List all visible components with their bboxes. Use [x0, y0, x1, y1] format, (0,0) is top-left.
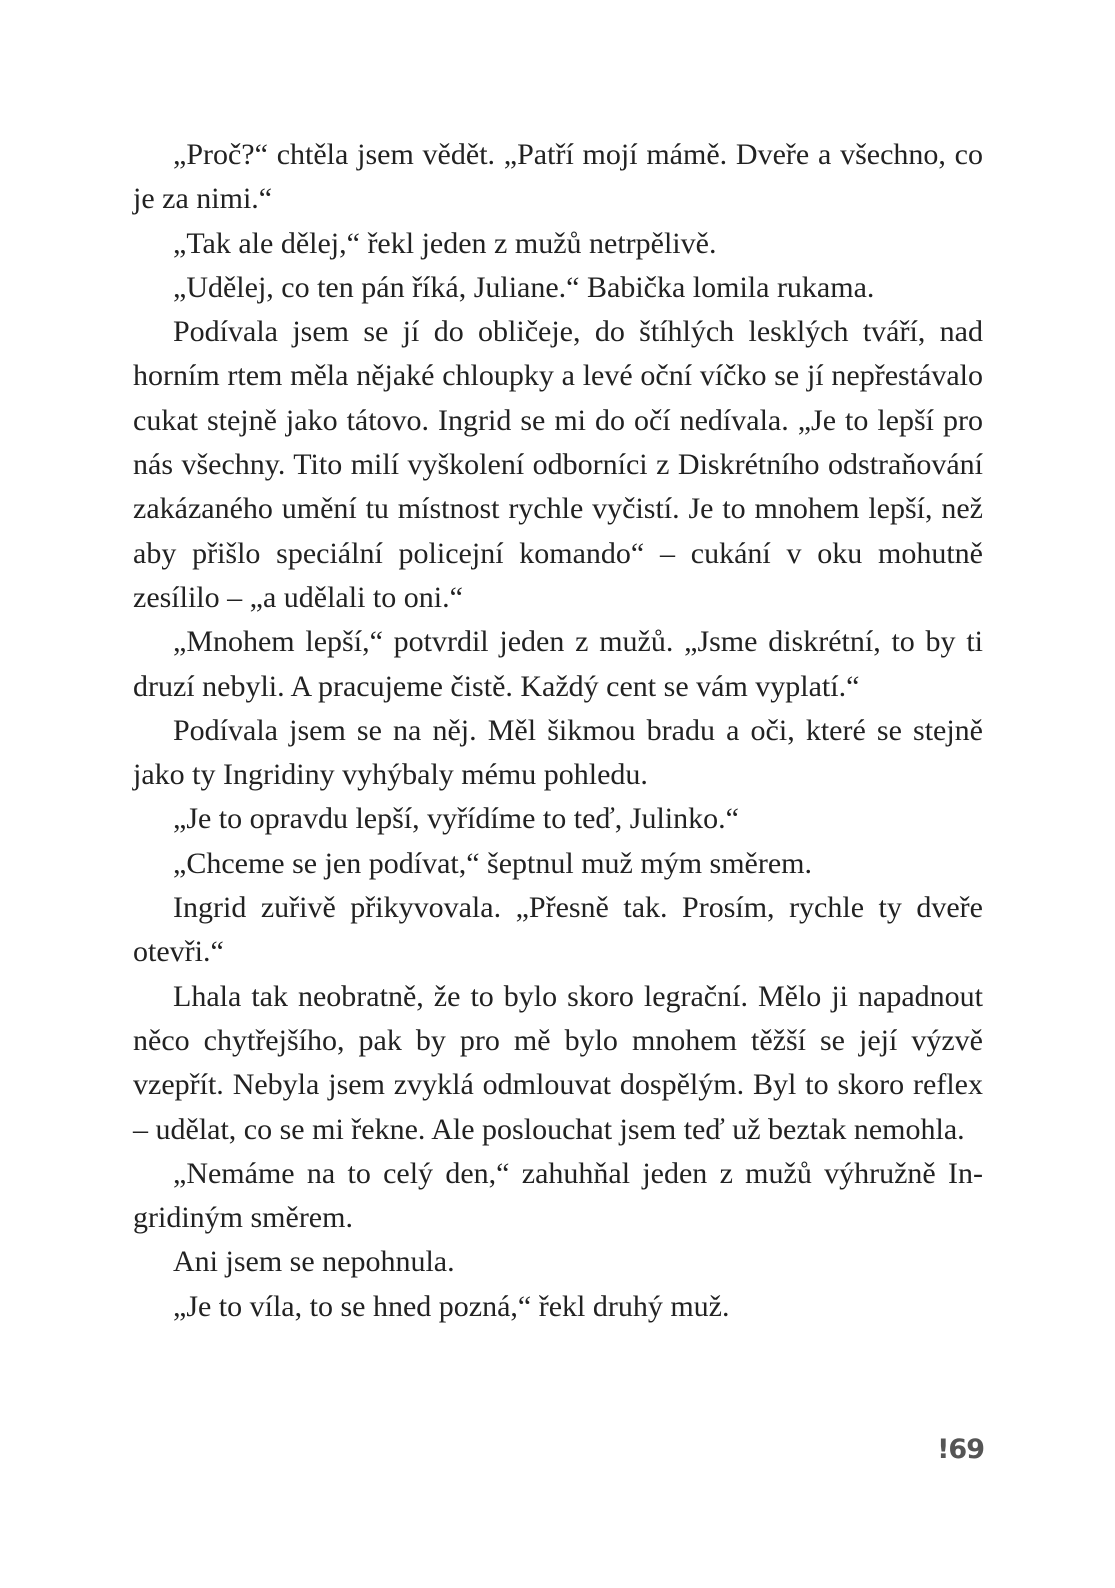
- paragraph: „Chceme se jen podívat,“ šeptnul muž mým směrem.: [173, 846, 812, 880]
- paragraph: Podívala jsem se na něj. Měl šikmou bradu a oči, které se stejně jako ty Ingridiny vyhýbaly mému pohledu.: [133, 713, 983, 792]
- paragraph: „Proč?“ chtěla jsem vědět. „Patří mojí mámě. Dveře a všechno, co je za nimi.“: [133, 138, 983, 216]
- paragraph: „Udělej, co ten pán říká, Juliane.“ Babička lomila rukama.: [173, 270, 875, 304]
- paragraph: Podívala jsem se jí do obličeje, do štíhlých lesklých tváří, nad horním rtem měla nějaké chloupky a levé oční víčko se jí nepřestávalo cukat stejně jako tátovo. Ingrid se mi do očí nedívala. „Je to lepší pro nás všechny. Tito milí vyškolení odborníci z Diskrétního odstraňování zakázaného umění tu místnost rychle vyčistí. Je to mnohem lepší, než aby přišlo speciální policejní komando“ – cukání v oku mohutně zesílilo – „a udělali to oni.“: [133, 315, 983, 614]
- paragraph: „Je to opravdu lepší, vyřídíme to teď, Julinko.“: [173, 802, 739, 836]
- paragraph: „Je to víla, to se hned pozná,“ řekl druhý muž.: [173, 1289, 730, 1323]
- paragraph: Ani jsem se nepohnula.: [173, 1245, 455, 1279]
- paragraph: Lhala tak neobratně, že to bylo skoro legrační. Mělo ji napadnout něco chytřejšího, pak by pro mě bylo mnohem těžší se její výzvě vzepřít. Nebyla jsem zvyklá odmlouvat dospělým. Byl to skoro reflex – udělat, co se mi řekne. Ale poslouchat jsem teď už beztak nemohla.: [133, 979, 983, 1146]
- paragraph: „Tak ale dělej,“ řekl jeden z mužů netrpělivě.: [173, 226, 717, 260]
- paragraph: Ingrid zuřivě přikyvovala. „Přesně tak. Prosím, rychle ty dveře otevři.“: [133, 891, 983, 969]
- paragraph: „Mnohem lepší,“ potvrdil jeden z mužů. „Jsme diskrétní, to by ti druzí nebyli. A pracujeme čistě. Každý cent se vám vyplatí.“: [133, 625, 983, 703]
- page-number: !69: [937, 1434, 984, 1465]
- body-text: [133, 133, 983, 1329]
- paragraph: „Nemáme na to celý den,“ zahuhňal jeden z mužů výhružně Ingridiným směrem.: [133, 1156, 983, 1235]
